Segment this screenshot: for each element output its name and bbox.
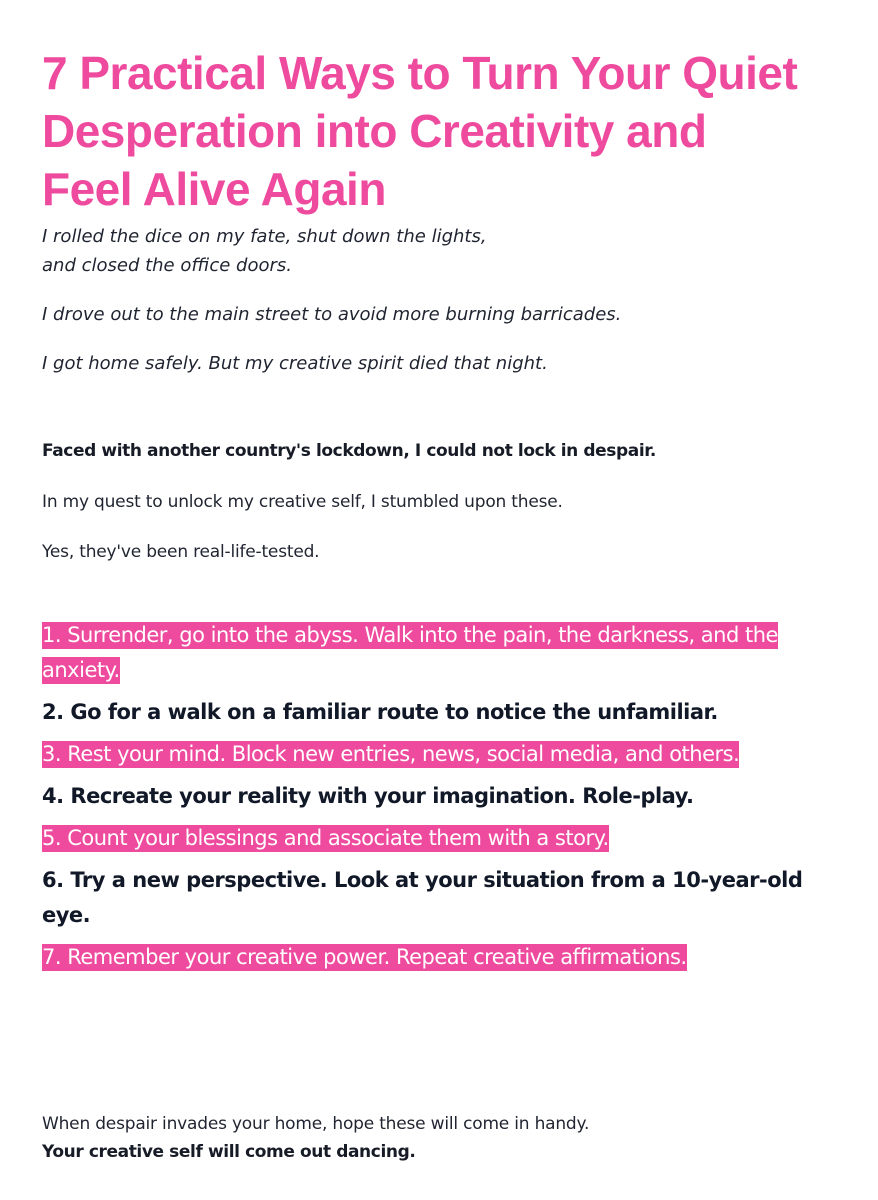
closing-bold-line: Your creative self will come out dancing. [42, 1142, 416, 1162]
opening-poem [42, 222, 842, 378]
tip-text: 7. Remember your creative power. Repeat creative affirmations. [42, 945, 687, 969]
tip-item-1 [42, 618, 842, 688]
closing [42, 1110, 589, 1166]
tip-item-4 [42, 779, 842, 814]
tips-list [42, 618, 842, 975]
tip-item-5 [42, 821, 842, 856]
title-line: 7 Practical Ways to Turn Your Quiet [42, 47, 798, 99]
intro-paragraph: Yes, they've been real-life-tested. [42, 542, 320, 562]
article-title [42, 44, 842, 218]
tip-text: 3. Rest your mind. Block new entries, news, social media, and others. [42, 742, 740, 766]
poem-line: and closed the office doors. [42, 255, 293, 276]
poem-line: I got home safely. But my creative spirit died that night. [42, 353, 548, 374]
poem-line: I drove out to the main street to avoid more burning barricades. [42, 304, 622, 325]
tip-item-6 [42, 863, 842, 933]
tip-text: 1. Surrender, go into the abyss. Walk into the pain, the darkness, and the anxiety. [42, 623, 778, 682]
tip-text: 4. Recreate your reality with your imagination. Role-play. [42, 784, 694, 808]
tip-item-7 [42, 940, 842, 975]
poem-line: I rolled the dice on my fate, shut down the lights, [42, 226, 487, 247]
article [42, 44, 842, 1162]
intro-paragraph: In my quest to unlock my creative self, I stumbled upon these. [42, 492, 563, 512]
tip-text: 5. Count your blessings and associate them with a story. [42, 826, 609, 850]
closing-line: When despair invades your home, hope these will come in handy. [42, 1114, 590, 1134]
title-line: Feel Alive Again [42, 163, 386, 215]
tip-text: 6. Try a new perspective. Look at your situation from a 10-year-old eye. [42, 868, 803, 927]
intro-bold-statement: Faced with another country's lockdown, I could not lock in despair. [42, 441, 656, 461]
title-line: Desperation into Creativity and [42, 105, 707, 157]
tip-text: 2. Go for a walk on a familiar route to notice the unfamiliar. [42, 700, 718, 724]
tip-item-3 [42, 737, 842, 772]
tip-item-2 [42, 695, 842, 730]
